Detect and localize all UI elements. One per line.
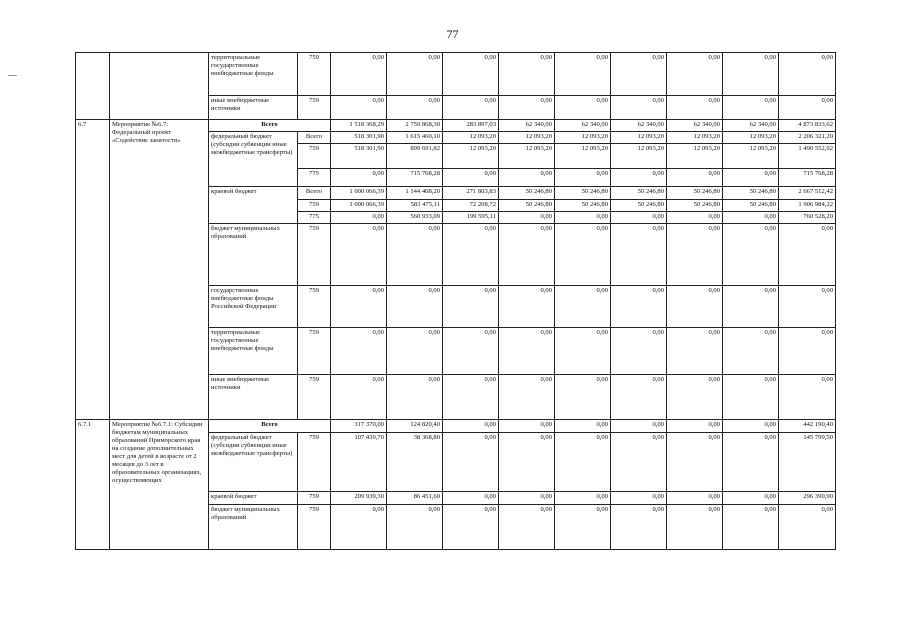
value-cell: 0,00	[723, 286, 779, 328]
value-cell: 0,00	[667, 53, 723, 96]
budget-code: 759	[298, 505, 331, 550]
value-cell: 0,00	[611, 53, 667, 96]
value-cell: 0,00	[331, 212, 387, 224]
value-cell: 0,00	[499, 224, 555, 286]
value-cell: 0,00	[499, 433, 555, 492]
value-cell: 0,00	[443, 53, 499, 96]
value-cell: 0,00	[499, 505, 555, 550]
value-cell: 50 246,80	[667, 200, 723, 212]
value-cell: 0,00	[723, 420, 779, 433]
value-cell: 50 246,80	[499, 187, 555, 200]
value-cell: 0,00	[331, 286, 387, 328]
value-cell: 0,00	[387, 96, 443, 120]
value-cell: 12 093,20	[443, 132, 499, 144]
value-cell: 12 093,20	[667, 144, 723, 169]
value-cell: 0,00	[667, 328, 723, 375]
budget-code: 759	[298, 433, 331, 492]
value-cell: 0,00	[779, 375, 836, 420]
funding-source-label: федеральный бюджет (субсидии субвенции иные межбюджетные трансферты)	[209, 433, 298, 492]
value-cell: 0,00	[555, 433, 611, 492]
table-row	[76, 53, 836, 96]
value-cell: 107 430,70	[331, 433, 387, 492]
value-cell: 1 000 066,39	[331, 200, 387, 212]
value-cell: 12 093,20	[667, 132, 723, 144]
funding-source-label: государственные внебюджетные фонды Российской Федерации	[209, 286, 298, 328]
value-cell: 145 799,50	[779, 433, 836, 492]
value-cell: 0,00	[667, 169, 723, 187]
value-cell: 0,00	[387, 505, 443, 550]
value-cell: 0,00	[443, 224, 499, 286]
value-cell: 0,00	[667, 224, 723, 286]
budget-code: 759	[298, 200, 331, 212]
measure-number	[76, 53, 110, 120]
value-cell: 317 370,00	[331, 420, 387, 433]
value-cell: 50 246,80	[555, 187, 611, 200]
value-cell: 1 615 460,10	[387, 132, 443, 144]
value-cell: 50 246,80	[611, 200, 667, 212]
value-cell: 0,00	[331, 53, 387, 96]
value-cell: 1 000 066,39	[331, 187, 387, 200]
measure-name: Мероприятие №6.7: Федеральный проект «Содействие занятости»	[110, 120, 209, 420]
value-cell: 0,00	[443, 328, 499, 375]
budget-table-body	[76, 53, 836, 550]
budget-code: 759	[298, 492, 331, 505]
value-cell: 0,00	[499, 212, 555, 224]
value-cell: 0,00	[611, 286, 667, 328]
measure-name	[110, 53, 209, 120]
budget-code: 759	[298, 144, 331, 169]
value-cell: 38 368,80	[387, 433, 443, 492]
value-cell: 86 451,60	[387, 492, 443, 505]
value-cell: 0,00	[555, 420, 611, 433]
value-cell: 0,00	[387, 328, 443, 375]
value-cell: 0,00	[611, 169, 667, 187]
value-cell: 0,00	[443, 505, 499, 550]
value-cell: 715 768,28	[779, 169, 836, 187]
value-cell: 62 340,00	[555, 120, 611, 132]
value-cell: 12 093,20	[443, 144, 499, 169]
value-cell: 0,00	[555, 375, 611, 420]
value-cell: 583 475,11	[387, 200, 443, 212]
value-cell: 518 301,90	[331, 144, 387, 169]
value-cell: 715 768,28	[387, 169, 443, 187]
value-cell: 0,00	[555, 492, 611, 505]
value-cell: 0,00	[723, 433, 779, 492]
funding-source-label: бюджет муниципальных образований	[209, 505, 298, 550]
value-cell: 0,00	[555, 169, 611, 187]
value-cell: 72 208,72	[443, 200, 499, 212]
value-cell: 1 144 408,20	[387, 187, 443, 200]
value-cell: 0,00	[331, 96, 387, 120]
value-cell: 62 340,00	[611, 120, 667, 132]
value-cell: 0,00	[387, 224, 443, 286]
value-cell: 0,00	[611, 328, 667, 375]
value-cell: 12 093,20	[723, 144, 779, 169]
funding-source-label: иные внебюджетные источники	[209, 96, 298, 120]
funding-source-label: краевой бюджет	[209, 187, 298, 224]
value-cell: 0,00	[611, 492, 667, 505]
value-cell: 12 093,20	[499, 132, 555, 144]
funding-source-label: территориальные государственные внебюджетные фонды	[209, 53, 298, 96]
value-cell: 0,00	[723, 505, 779, 550]
funding-source-label: краевой бюджет	[209, 492, 298, 505]
value-cell: 0,00	[723, 328, 779, 375]
measure-number: 6.7.1	[76, 420, 110, 550]
value-cell: 0,00	[331, 169, 387, 187]
value-cell: 0,00	[443, 286, 499, 328]
value-cell: 283 897,03	[443, 120, 499, 132]
value-cell: 1 490 552,92	[779, 144, 836, 169]
table-row	[76, 120, 836, 132]
table-row	[76, 420, 836, 433]
value-cell: 0,00	[779, 328, 836, 375]
margin-mark	[8, 75, 17, 76]
value-cell: 0,00	[723, 212, 779, 224]
value-cell: 560 933,09	[387, 212, 443, 224]
value-cell: 0,00	[555, 328, 611, 375]
value-cell: 0,00	[555, 96, 611, 120]
value-cell: 0,00	[667, 375, 723, 420]
value-cell: 760 528,20	[779, 212, 836, 224]
value-cell: 0,00	[723, 53, 779, 96]
value-cell: 0,00	[499, 328, 555, 375]
value-cell: 12 093,20	[611, 144, 667, 169]
value-cell: 0,00	[443, 492, 499, 505]
value-cell: 0,00	[499, 96, 555, 120]
value-cell: 12 093,20	[499, 144, 555, 169]
value-cell: 50 246,80	[723, 200, 779, 212]
value-cell: 0,00	[667, 505, 723, 550]
value-cell: 62 340,00	[499, 120, 555, 132]
value-cell: 0,00	[499, 492, 555, 505]
value-cell: 0,00	[443, 375, 499, 420]
value-cell: 518 301,90	[331, 132, 387, 144]
budget-code: 775	[298, 212, 331, 224]
value-cell: 199 595,11	[443, 212, 499, 224]
value-cell: 0,00	[723, 375, 779, 420]
value-cell: 50 246,80	[555, 200, 611, 212]
value-cell: 12 093,20	[555, 144, 611, 169]
value-cell: 0,00	[555, 212, 611, 224]
value-cell: 0,00	[723, 96, 779, 120]
budget-code: 775	[298, 169, 331, 187]
page-number: 77	[446, 27, 459, 41]
value-cell: 0,00	[667, 492, 723, 505]
value-cell: 0,00	[555, 224, 611, 286]
value-cell: 0,00	[723, 224, 779, 286]
value-cell: 0,00	[723, 492, 779, 505]
value-cell: 0,00	[499, 375, 555, 420]
value-cell: 0,00	[779, 286, 836, 328]
value-cell: 50 246,80	[723, 187, 779, 200]
value-cell: 50 246,80	[611, 187, 667, 200]
value-cell: 0,00	[667, 286, 723, 328]
value-cell: 0,00	[779, 224, 836, 286]
value-cell: 0,00	[611, 433, 667, 492]
value-cell: 0,00	[331, 375, 387, 420]
budget-code: Всего	[298, 132, 331, 144]
value-cell: 296 390,90	[779, 492, 836, 505]
value-cell: 0,00	[387, 375, 443, 420]
value-cell: 0,00	[443, 433, 499, 492]
value-cell: 899 691,82	[387, 144, 443, 169]
value-cell: 209 939,30	[331, 492, 387, 505]
value-cell: 50 246,80	[667, 187, 723, 200]
budget-code: 759	[298, 286, 331, 328]
value-cell: 62 340,00	[723, 120, 779, 132]
value-cell: 0,00	[331, 224, 387, 286]
funding-source-label: иные внебюджетные источники	[209, 375, 298, 420]
value-cell: 0,00	[611, 96, 667, 120]
budget-code: Всего	[298, 187, 331, 200]
value-cell: 1 906 984,22	[779, 200, 836, 212]
value-cell: 442 190,40	[779, 420, 836, 433]
value-cell: 0,00	[667, 212, 723, 224]
value-cell: 0,00	[331, 505, 387, 550]
budget-code: 759	[298, 375, 331, 420]
value-cell: 0,00	[499, 53, 555, 96]
value-cell: 271 803,83	[443, 187, 499, 200]
value-cell: 0,00	[611, 212, 667, 224]
value-cell: 2 206 321,20	[779, 132, 836, 144]
funding-source-label: бюджет муниципальных образований	[209, 224, 298, 286]
value-cell: 0,00	[779, 96, 836, 120]
value-cell: 0,00	[667, 433, 723, 492]
funding-source-label: территориальные государственные внебюджетные фонды	[209, 328, 298, 375]
total-label: Всего	[209, 420, 331, 433]
measure-number: 6.7	[76, 120, 110, 420]
value-cell: 0,00	[779, 53, 836, 96]
value-cell: 12 093,20	[723, 132, 779, 144]
value-cell: 4 873 833,62	[779, 120, 836, 132]
value-cell: 0,00	[555, 505, 611, 550]
value-cell: 0,00	[555, 286, 611, 328]
value-cell: 0,00	[387, 53, 443, 96]
value-cell: 0,00	[611, 505, 667, 550]
value-cell: 1 518 368,29	[331, 120, 387, 132]
value-cell: 0,00	[387, 286, 443, 328]
budget-code: 759	[298, 96, 331, 120]
value-cell: 0,00	[443, 96, 499, 120]
value-cell: 0,00	[499, 420, 555, 433]
value-cell: 0,00	[611, 375, 667, 420]
value-cell: 0,00	[611, 224, 667, 286]
value-cell: 0,00	[723, 169, 779, 187]
value-cell: 0,00	[667, 420, 723, 433]
value-cell: 0,00	[499, 286, 555, 328]
value-cell: 12 093,20	[555, 132, 611, 144]
total-label: Всего	[209, 120, 331, 132]
value-cell: 2 759 868,30	[387, 120, 443, 132]
budget-code: 759	[298, 328, 331, 375]
value-cell: 0,00	[443, 169, 499, 187]
funding-source-label: федеральный бюджет (субсидии субвенции иные межбюджетные трансферты)	[209, 132, 298, 187]
budget-code: 759	[298, 224, 331, 286]
value-cell: 12 093,20	[611, 132, 667, 144]
value-cell: 0,00	[499, 169, 555, 187]
value-cell: 0,00	[779, 505, 836, 550]
value-cell: 0,00	[611, 420, 667, 433]
value-cell: 0,00	[331, 328, 387, 375]
value-cell: 0,00	[443, 420, 499, 433]
value-cell: 124 820,40	[387, 420, 443, 433]
value-cell: 0,00	[667, 96, 723, 120]
value-cell: 2 667 512,42	[779, 187, 836, 200]
value-cell: 0,00	[555, 53, 611, 96]
value-cell: 50 246,80	[499, 200, 555, 212]
value-cell: 62 340,00	[667, 120, 723, 132]
budget-table	[75, 52, 836, 550]
budget-code: 759	[298, 53, 331, 96]
measure-name: Мероприятие №6.7.1: Субсидии бюджетам муниципальных образований Приморского края на создание дополнительных мест для детей в возрасте от 2 месяцев до 3 лет в образовательных организациях, осуществляющих	[110, 420, 209, 550]
